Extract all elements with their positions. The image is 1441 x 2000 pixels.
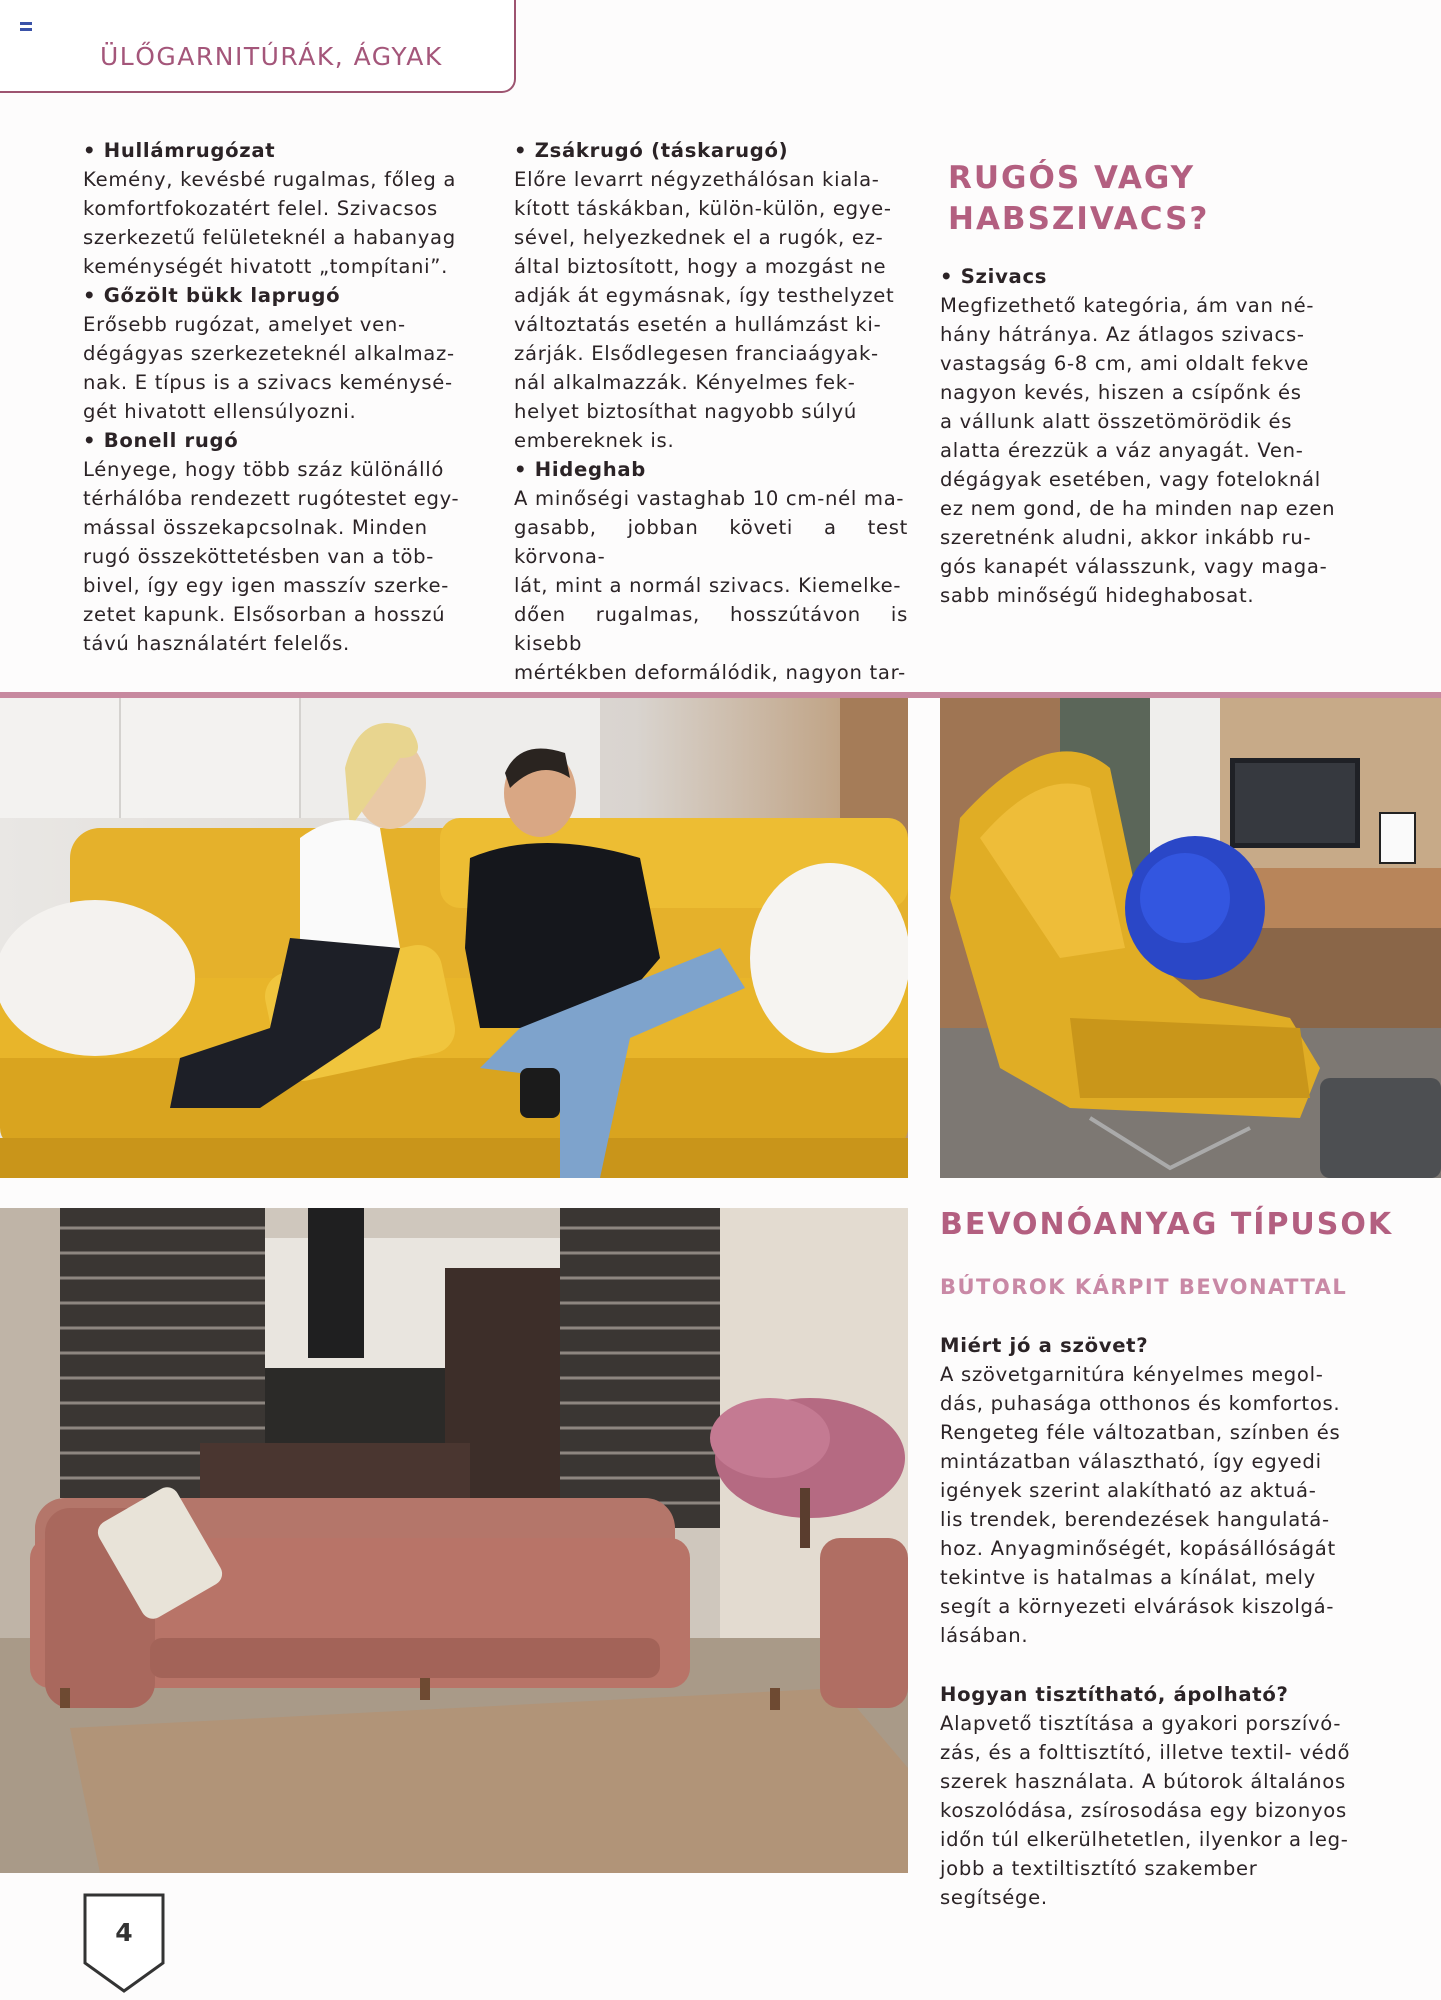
photo-yellow-armchair — [940, 698, 1441, 1178]
text-column-1 — [83, 136, 476, 658]
text-line: segít a környezeti elvárások kiszolgá- — [940, 1595, 1335, 1618]
text-line: dően rugalmas, hosszútávon is kisebb — [514, 603, 908, 655]
section-title-line: RUGÓS VAGY — [948, 160, 1196, 196]
section-title-bevonoanyag: BEVONÓANYAG TÍPUSOK — [940, 1207, 1394, 1242]
heading-bonell: • Bonell rugó — [83, 429, 239, 452]
photo-pink-sofa-room — [0, 1208, 908, 1873]
page-number: 4 — [115, 1918, 133, 1947]
heading-szivacs: • Szivacs — [940, 265, 1048, 288]
text-line: ez nem gond, de ha minden nap ezen — [940, 497, 1336, 520]
text-line: Megfizethető kategória, ám van né- — [940, 294, 1315, 317]
text-line: lis trendek, berendezések hangulatá- — [940, 1508, 1330, 1531]
text-line: mással összekapcsolnak. Minden — [83, 516, 428, 539]
text-line: Kemény, kevésbé rugalmas, főleg a — [83, 168, 457, 191]
text-line: gasabb, jobban követi a test körvona- — [514, 516, 908, 568]
text-line: zetet kapunk. Elsősorban a hosszú — [83, 603, 446, 626]
text-line: térhálóba rendezett rugótestet egy- — [83, 487, 460, 510]
text-line: változtatás esetén a hullámzást ki- — [514, 313, 882, 336]
text-line: gét hivatott ellensúlyozni. — [83, 400, 357, 423]
heading-hullamrugozat: • Hullámrugózat — [83, 139, 276, 162]
text-line: komfortfokozatért felel. Szivacsos — [83, 197, 438, 220]
text-column-5 — [940, 1680, 1358, 1912]
text-column-2 — [514, 136, 908, 716]
text-line: Alapvető tisztítása a gyakori porszívó- — [940, 1712, 1342, 1735]
text-line: hoz. Anyagminőségét, kopásállóságát — [940, 1537, 1336, 1560]
text-line: adják át egymásnak, így testhelyzet — [514, 284, 895, 307]
text-line: Lényege, hogy több száz különálló — [83, 458, 445, 481]
text-line: helyet biztosíthat nagyobb súlyú — [514, 400, 858, 423]
text-line: nak. E típus is a szivacs keménysé- — [83, 371, 453, 394]
page-title: ÜLŐGARNITÚRÁK, ÁGYAK — [100, 42, 443, 71]
text-line: A minőségi vastaghab 10 cm-nél ma- — [514, 487, 905, 510]
text-line: kított táskákban, külön-külön, egye- — [514, 197, 892, 220]
question-heading: Hogyan tisztítható, ápolható? — [940, 1683, 1289, 1706]
text-line: nál alkalmazzák. Kényelmes fek- — [514, 371, 856, 394]
text-line: a vállunk alatt összetömörödik és — [940, 410, 1293, 433]
text-line: szerek használata. A bútorok általános — [940, 1770, 1346, 1793]
text-line: keménységét hivatott „tompítani”. — [83, 255, 449, 278]
heading-zsakrugo: • Zsákrugó (táskarugó) — [514, 139, 789, 162]
text-line: alatta érezzük a váz anyagát. Ven- — [940, 439, 1304, 462]
heading-gozolt-bukk: • Gőzölt bükk laprugó — [83, 284, 341, 307]
text-line: dégágyak esetében, vagy foteloknál — [940, 468, 1321, 491]
text-line: zás, és a folttisztító, illetve textil- védő — [940, 1741, 1351, 1764]
text-line: Rengeteg féle változatban, színben és — [940, 1421, 1341, 1444]
text-line: dás, puhasága otthonos és komfortos. — [940, 1392, 1341, 1415]
text-line: Előre levarrt négyzethálósan kiala- — [514, 168, 880, 191]
text-line: embereknek is. — [514, 429, 675, 452]
text-line: gós kanapét válasszunk, vagy maga- — [940, 555, 1328, 578]
text-line: által biztosított, hogy a mozgást ne — [514, 255, 887, 278]
text-line: A szövetgarnitúra kényelmes megol- — [940, 1363, 1324, 1386]
section-title-rugos — [948, 158, 1388, 240]
text-line: bivel, így egy igen masszív szerke- — [83, 574, 449, 597]
text-line: zárják. Elsődlegesen franciaágyak- — [514, 342, 879, 365]
text-line: lásában. — [940, 1624, 1029, 1647]
text-line: vastagság 6-8 cm, ami oldalt fekve — [940, 352, 1310, 375]
flag-icon — [20, 22, 32, 31]
text-line: mértékben deformálódik, nagyon tar- — [514, 661, 906, 684]
section-title-line: HABSZIVACS? — [948, 201, 1210, 237]
section-subtitle: BÚTOROK KÁRPIT BEVONATTAL — [940, 1275, 1348, 1299]
text-line: koszolódása, zsírosodása egy bizonyos — [940, 1799, 1347, 1822]
heading-hideghab: • Hideghab — [514, 458, 646, 481]
text-line: időn túl elkerülhetetlen, ilyenkor a leg- — [940, 1828, 1349, 1851]
text-line: hány hátránya. Az átlagos szivacs- — [940, 323, 1305, 346]
text-line: sével, helyezkednek el a rugók, ez- — [514, 226, 884, 249]
text-line: jobb a textiltisztító szakember segítsége. — [940, 1857, 1258, 1909]
text-line: távú használatért felelős. — [83, 632, 350, 655]
text-line: dégágyas szerkezeteknél alkalmaz- — [83, 342, 455, 365]
text-line: tekintve is hatalmas a kínálat, mely — [940, 1566, 1316, 1589]
text-line: szerkezetű felületeknél a habanyag — [83, 226, 456, 249]
text-line: rugó összeköttetésben van a töb- — [83, 545, 435, 568]
text-line: nagyon kevés, hiszen a csípőnk és — [940, 381, 1302, 404]
text-line: mintázatban választható, így egyedi — [940, 1450, 1322, 1473]
text-line: szeretnénk aludni, akkor inkább ru- — [940, 526, 1312, 549]
text-column-3 — [940, 262, 1342, 610]
text-line: Erősebb rugózat, amelyet ven- — [83, 313, 406, 336]
text-line: igények szerint alakítható az aktuá- — [940, 1479, 1317, 1502]
text-line: lát, mint a normál szivacs. Kiemelke- — [514, 574, 902, 597]
question-heading: Miért jó a szövet? — [940, 1334, 1149, 1357]
text-line: sabb minőségű hideghabosat. — [940, 584, 1255, 607]
text-column-4 — [940, 1331, 1358, 1650]
photo-couple-yellow-sofa — [0, 698, 908, 1178]
